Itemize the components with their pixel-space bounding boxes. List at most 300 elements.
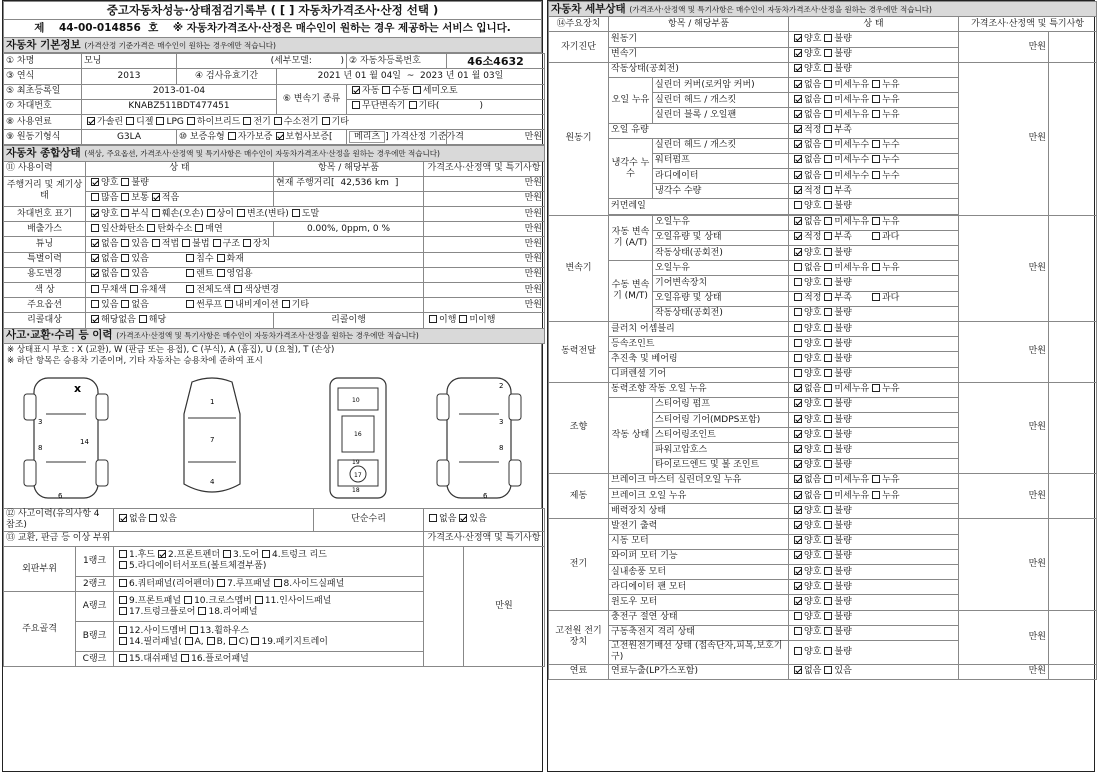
checkbox[interactable] [152, 239, 160, 247]
status [789, 123, 959, 138]
recall-label: 리콜대상 [4, 313, 86, 328]
status-low: 부족 [834, 232, 852, 243]
checkbox[interactable] [213, 239, 221, 247]
summary-col3: 항목 / 해당부품 [274, 161, 424, 176]
checkbox-checked[interactable] [794, 536, 802, 544]
checkbox[interactable] [824, 49, 832, 57]
checkbox[interactable] [824, 582, 832, 590]
checkbox[interactable] [824, 384, 832, 392]
checkbox-checked[interactable] [794, 217, 802, 225]
checkbox[interactable] [156, 117, 164, 125]
mt-item: 오일누유 [653, 261, 789, 276]
elec-item: 라디에이터 팬 모터 [609, 580, 789, 595]
checkbox-checked[interactable] [794, 551, 802, 559]
accident-price-empty [424, 546, 464, 666]
price-unit: 만원 [447, 130, 545, 145]
checkbox[interactable] [429, 315, 437, 323]
engine-group-label: 원동기 [549, 62, 609, 215]
status [789, 246, 959, 261]
checkbox[interactable] [382, 86, 390, 94]
checkbox[interactable] [182, 239, 190, 247]
status [789, 580, 959, 595]
checkbox[interactable] [181, 654, 189, 662]
checkbox-checked[interactable] [794, 64, 802, 72]
warranty-close: ] [385, 131, 389, 142]
status-over: 과다 [881, 232, 900, 243]
opt: 장치 [252, 239, 271, 250]
checkbox[interactable] [824, 308, 832, 316]
checkbox[interactable] [255, 596, 263, 604]
opt: 있음 [101, 299, 119, 310]
status-minor: 미세누유 [834, 262, 870, 273]
unit: 만원 [959, 664, 1049, 679]
checkbox-checked[interactable] [794, 34, 802, 42]
status-good: 양호 [804, 505, 822, 516]
status-bad: 불량 [834, 460, 852, 471]
checkbox[interactable] [872, 263, 880, 271]
checkbox[interactable] [872, 293, 880, 301]
checkbox-checked[interactable] [794, 460, 802, 468]
checkbox[interactable] [352, 101, 360, 109]
first-reg-label: ⑤ 최초등록일 [4, 84, 82, 99]
checkbox[interactable] [91, 285, 99, 293]
checkbox[interactable] [824, 597, 832, 605]
checkbox[interactable] [824, 171, 832, 179]
elec-label: 전기 [549, 519, 609, 610]
checkbox-checked[interactable] [794, 186, 802, 194]
unit: 만원 [959, 519, 1049, 610]
checkbox[interactable] [872, 110, 880, 118]
status-leak: 누유 [882, 475, 900, 486]
opt: 훼손(오손) [161, 208, 204, 219]
svg-text:3: 3 [499, 417, 504, 426]
checkbox-checked[interactable] [794, 110, 802, 118]
checkbox[interactable] [119, 626, 127, 634]
status [789, 595, 959, 610]
checkbox[interactable] [824, 666, 832, 674]
checkbox-checked[interactable] [794, 384, 802, 392]
checkbox[interactable] [824, 34, 832, 42]
checkbox[interactable] [190, 626, 198, 634]
checkbox-checked[interactable] [91, 315, 99, 323]
opt: 이행 [439, 314, 457, 325]
status-leak: 누유 [882, 217, 900, 228]
checkbox[interactable] [824, 125, 832, 133]
unit: 만원 [424, 222, 545, 237]
checkbox-checked[interactable] [794, 155, 802, 163]
rank1-label: 1랭크 [76, 546, 114, 576]
checkbox[interactable] [251, 637, 259, 645]
checkbox[interactable] [459, 315, 467, 323]
power-label: 동력전달 [549, 321, 609, 382]
checkbox[interactable] [824, 217, 832, 225]
car-top-diagram [162, 374, 262, 502]
checkbox[interactable] [274, 579, 282, 587]
steer-item: 스티어링조인트 [653, 428, 789, 443]
checkbox[interactable] [121, 209, 129, 217]
checkbox[interactable] [121, 178, 129, 186]
checkbox[interactable] [119, 654, 127, 662]
checkbox[interactable] [243, 117, 251, 125]
checkbox[interactable] [282, 300, 290, 308]
checkbox-checked[interactable] [794, 521, 802, 529]
warranty-company-cell [347, 130, 464, 145]
checkbox[interactable] [824, 369, 832, 377]
status [789, 337, 959, 352]
checkbox[interactable] [186, 285, 194, 293]
checkbox[interactable] [794, 627, 802, 635]
checkbox[interactable] [824, 445, 832, 453]
checkbox-checked[interactable] [794, 445, 802, 453]
summary-note: (색상, 주요옵션, 가격조사·산정액 및 특기사항은 매수인이 자동차가격조사·산정을 원하는 경우에만 적습니다) [84, 148, 440, 158]
coolant-label: 냉각수 누수 [609, 138, 653, 199]
checkbox[interactable] [824, 551, 832, 559]
checkbox[interactable] [207, 637, 215, 645]
opt: 있음 [131, 269, 149, 280]
checkbox[interactable] [119, 596, 127, 604]
valid-from: 2021 년 01 월 04일 [317, 70, 401, 81]
status-low: 부족 [834, 293, 852, 304]
status-none: 없음 [804, 475, 822, 486]
checkbox-checked[interactable] [794, 475, 802, 483]
checkbox[interactable] [824, 80, 832, 88]
checkbox[interactable] [429, 514, 437, 522]
form-title: 중고자동차성능·상태점검기록부 ( [ ] 자동차가격조사·산정 선택 ) [4, 2, 542, 20]
checkbox[interactable] [119, 607, 127, 615]
checkbox[interactable] [824, 475, 832, 483]
checkbox[interactable] [824, 324, 832, 332]
coolant-item: 실린더 헤드 / 개스킷 [653, 138, 789, 153]
checkbox[interactable] [262, 550, 270, 558]
status-leak: 누수 [882, 170, 900, 181]
checkbox[interactable] [824, 95, 832, 103]
checkbox[interactable] [824, 293, 832, 301]
opt: 없음 [101, 269, 119, 280]
checkbox[interactable] [409, 101, 417, 109]
status-minor: 미세누유 [834, 94, 870, 105]
checkbox[interactable] [195, 224, 203, 232]
checkbox-checked[interactable] [119, 514, 127, 522]
checkbox-checked[interactable] [459, 514, 467, 522]
checkbox[interactable] [824, 399, 832, 407]
unit: 만원 [959, 62, 1049, 215]
checkbox[interactable] [872, 232, 880, 240]
checkbox[interactable] [185, 637, 193, 645]
checkbox[interactable] [872, 384, 880, 392]
checkbox[interactable] [149, 514, 157, 522]
trans-cvt: 무단변속기 [362, 101, 406, 112]
checkbox-checked[interactable] [91, 254, 99, 262]
status-bad: 불량 [834, 399, 852, 410]
checkbox[interactable] [824, 278, 832, 286]
checkbox[interactable] [119, 561, 127, 569]
status-bad: 불량 [834, 49, 852, 60]
status [789, 93, 959, 108]
checkbox[interactable] [824, 536, 832, 544]
checkbox[interactable] [824, 201, 832, 209]
checkbox[interactable] [186, 300, 194, 308]
checkbox[interactable] [243, 239, 251, 247]
checkbox[interactable] [824, 354, 832, 362]
checkbox[interactable] [139, 315, 147, 323]
checkbox[interactable] [794, 293, 802, 301]
checkbox[interactable] [217, 254, 225, 262]
accident-history-label: ⑫ 사고이력(유의사항 4 참조) [4, 508, 114, 531]
checkbox[interactable] [824, 339, 832, 347]
opt: 있음 [131, 254, 149, 265]
checkbox[interactable] [824, 627, 832, 635]
checkbox-checked[interactable] [794, 125, 802, 133]
checkbox-checked[interactable] [794, 597, 802, 605]
svg-text:8: 8 [499, 443, 504, 452]
status-leak: 누유 [882, 94, 900, 105]
rank1-items [114, 546, 424, 576]
checkbox[interactable] [824, 612, 832, 620]
checkbox-checked[interactable] [794, 232, 802, 240]
checkbox[interactable] [413, 86, 421, 94]
checkbox[interactable] [872, 155, 880, 163]
checkbox-checked[interactable] [352, 86, 360, 94]
checkbox[interactable] [198, 607, 206, 615]
elec-item: 실내송풍 모터 [609, 564, 789, 579]
checkbox-checked[interactable] [794, 80, 802, 88]
checkbox-checked[interactable] [794, 430, 802, 438]
checkbox[interactable] [824, 430, 832, 438]
outer-panel-label: 외판부위 [4, 546, 76, 591]
checkbox-checked[interactable] [794, 506, 802, 514]
checkbox[interactable] [121, 269, 129, 277]
checkbox[interactable] [274, 117, 282, 125]
checkbox-checked[interactable] [87, 117, 95, 125]
checkbox[interactable] [217, 579, 225, 587]
checkbox[interactable] [824, 186, 832, 194]
checkbox[interactable] [292, 209, 300, 217]
status [789, 62, 959, 77]
checkbox[interactable] [794, 278, 802, 286]
checkbox[interactable] [794, 201, 802, 209]
checkbox[interactable] [824, 248, 832, 256]
checkbox[interactable] [872, 95, 880, 103]
checkbox-checked[interactable] [794, 140, 802, 148]
checkbox[interactable] [229, 637, 237, 645]
checkbox[interactable] [121, 254, 129, 262]
checkbox[interactable] [91, 300, 99, 308]
checkbox[interactable] [322, 117, 330, 125]
checkbox[interactable] [872, 475, 880, 483]
checkbox[interactable] [824, 64, 832, 72]
checkbox[interactable] [794, 324, 802, 332]
checkbox-checked[interactable] [794, 415, 802, 423]
recall-opts [86, 313, 274, 328]
status-good: 양호 [804, 247, 822, 258]
checkbox-checked[interactable] [794, 491, 802, 499]
checkbox[interactable] [152, 209, 160, 217]
opt: 부식 [131, 208, 149, 219]
checkbox-checked[interactable] [91, 239, 99, 247]
empty [1049, 382, 1097, 473]
checkbox[interactable] [824, 232, 832, 240]
part: 18.리어패널 [208, 606, 258, 617]
checkbox[interactable] [824, 263, 832, 271]
status-good: 양호 [804, 369, 822, 380]
checkbox[interactable] [824, 415, 832, 423]
status-none: 없음 [804, 262, 822, 273]
opt: 변조(변타) [246, 208, 289, 219]
brake-label: 제동 [549, 473, 609, 519]
opt: 구조 [222, 239, 240, 250]
checkbox[interactable] [223, 550, 231, 558]
car-name: 모닝 [82, 54, 177, 69]
checkbox[interactable] [237, 209, 245, 217]
checkbox[interactable] [119, 637, 127, 645]
checkbox[interactable] [147, 224, 155, 232]
checkbox[interactable] [824, 110, 832, 118]
part: 6.쿼터패널(리어펜더) [129, 578, 215, 589]
checkbox[interactable] [130, 285, 138, 293]
checkbox[interactable] [872, 140, 880, 148]
checkbox[interactable] [234, 285, 242, 293]
status [789, 47, 959, 62]
checkbox[interactable] [824, 140, 832, 148]
usage-label: 용도변경 [4, 267, 86, 282]
checkbox[interactable] [91, 224, 99, 232]
status-bad: 불량 [834, 612, 852, 623]
checkbox[interactable] [794, 354, 802, 362]
elec-item: 와이퍼 모터 기능 [609, 549, 789, 564]
status-good: 양호 [804, 399, 822, 410]
checkbox[interactable] [824, 155, 832, 163]
checkbox[interactable] [824, 506, 832, 514]
checkbox[interactable] [872, 491, 880, 499]
oil-item: 실린더 블록 / 오일팬 [653, 108, 789, 123]
checkbox-checked[interactable] [794, 399, 802, 407]
coolant-item: 냉각수 수량 [653, 184, 789, 199]
record-number-row [4, 20, 542, 38]
status [789, 397, 959, 412]
valid-tilde: ~ [406, 70, 415, 81]
checkbox-checked[interactable] [794, 582, 802, 590]
checkbox[interactable] [824, 491, 832, 499]
car-right-side-diagram [429, 374, 529, 502]
checkbox[interactable] [872, 217, 880, 225]
checkbox[interactable] [121, 300, 129, 308]
checkbox[interactable] [824, 567, 832, 575]
status-minor: 미세누유 [834, 109, 870, 120]
checkbox[interactable] [184, 596, 192, 604]
warranty-company: 메리츠 [349, 131, 385, 143]
checkbox[interactable] [187, 117, 195, 125]
status-none: 없음 [804, 384, 822, 395]
checkbox-checked[interactable] [794, 171, 802, 179]
checkbox-checked[interactable] [158, 550, 166, 558]
status [789, 428, 959, 443]
checkbox-checked[interactable] [794, 95, 802, 103]
checkbox-checked[interactable] [794, 248, 802, 256]
rankC-items [114, 652, 424, 667]
status-minor: 미세누유 [834, 79, 870, 90]
status-ok: 적정 [804, 232, 822, 243]
at-item: 작동상태(공회전) [653, 246, 789, 261]
car-name-label: ① 차명 [4, 54, 82, 69]
opt: 없음 [101, 254, 119, 265]
checkbox[interactable] [794, 369, 802, 377]
checkbox[interactable] [794, 647, 802, 655]
checkbox[interactable] [186, 254, 194, 262]
part: B, [216, 636, 226, 647]
car-frame-diagram [308, 374, 408, 502]
checkbox[interactable] [217, 269, 225, 277]
elec-item: 발전기 출력 [609, 519, 789, 534]
checkbox[interactable] [794, 308, 802, 316]
self-diag-label: 자기진단 [549, 32, 609, 62]
status-good: 양호 [804, 646, 822, 657]
special-label: 특별이력 [4, 252, 86, 267]
empty [1049, 473, 1097, 519]
checkbox[interactable] [207, 209, 215, 217]
checkbox[interactable] [228, 132, 236, 140]
vin-mark-label: 차대번호 표기 [4, 207, 86, 222]
simple-repair-opts [424, 508, 545, 531]
checkbox-checked[interactable] [91, 209, 99, 217]
part: 7.루프패널 [227, 578, 271, 589]
checkbox[interactable] [824, 647, 832, 655]
status-leak: 누유 [882, 262, 900, 273]
checkbox[interactable] [186, 269, 194, 277]
opt: 기타 [291, 299, 310, 310]
checkbox-checked[interactable] [91, 178, 99, 186]
status [789, 664, 959, 679]
checkbox[interactable] [872, 171, 880, 179]
checkbox-checked[interactable] [794, 567, 802, 575]
part: 8.사이드실패널 [283, 578, 345, 589]
status [789, 77, 959, 92]
checkbox[interactable] [794, 263, 802, 271]
checkbox[interactable] [794, 339, 802, 347]
status [789, 458, 959, 473]
checkbox[interactable] [872, 80, 880, 88]
part: 16.플로어패널 [191, 653, 249, 664]
checkbox[interactable] [225, 300, 233, 308]
status [789, 504, 959, 519]
engine: G3LA [82, 130, 177, 145]
checkbox[interactable] [121, 239, 129, 247]
checkbox[interactable] [119, 579, 127, 587]
checkbox[interactable] [119, 550, 127, 558]
checkbox-checked[interactable] [794, 666, 802, 674]
trans-other: 기타( [418, 101, 440, 112]
checkbox-checked[interactable] [91, 269, 99, 277]
checkbox-checked[interactable] [794, 49, 802, 57]
status-ok: 적정 [804, 293, 822, 304]
checkbox[interactable] [824, 521, 832, 529]
checkbox[interactable] [794, 612, 802, 620]
status [789, 138, 959, 153]
checkbox[interactable] [121, 193, 129, 201]
header-table [3, 1, 542, 53]
opt-normal: 보통 [131, 193, 149, 204]
checkbox-checked[interactable] [152, 193, 160, 201]
detail-note: (가격조사·산정액 및 특기사항은 매수인이 자동차가격조사·산정을 원하는 경우에만 적습니다) [629, 4, 932, 14]
empty [1049, 32, 1097, 62]
checkbox[interactable] [126, 117, 134, 125]
status-none: 없음 [804, 79, 822, 90]
empty [1049, 664, 1097, 679]
checkbox-checked[interactable] [276, 132, 284, 140]
checkbox[interactable] [824, 460, 832, 468]
status [789, 215, 959, 230]
opt: 없음 [101, 239, 119, 250]
checkbox[interactable] [91, 193, 99, 201]
